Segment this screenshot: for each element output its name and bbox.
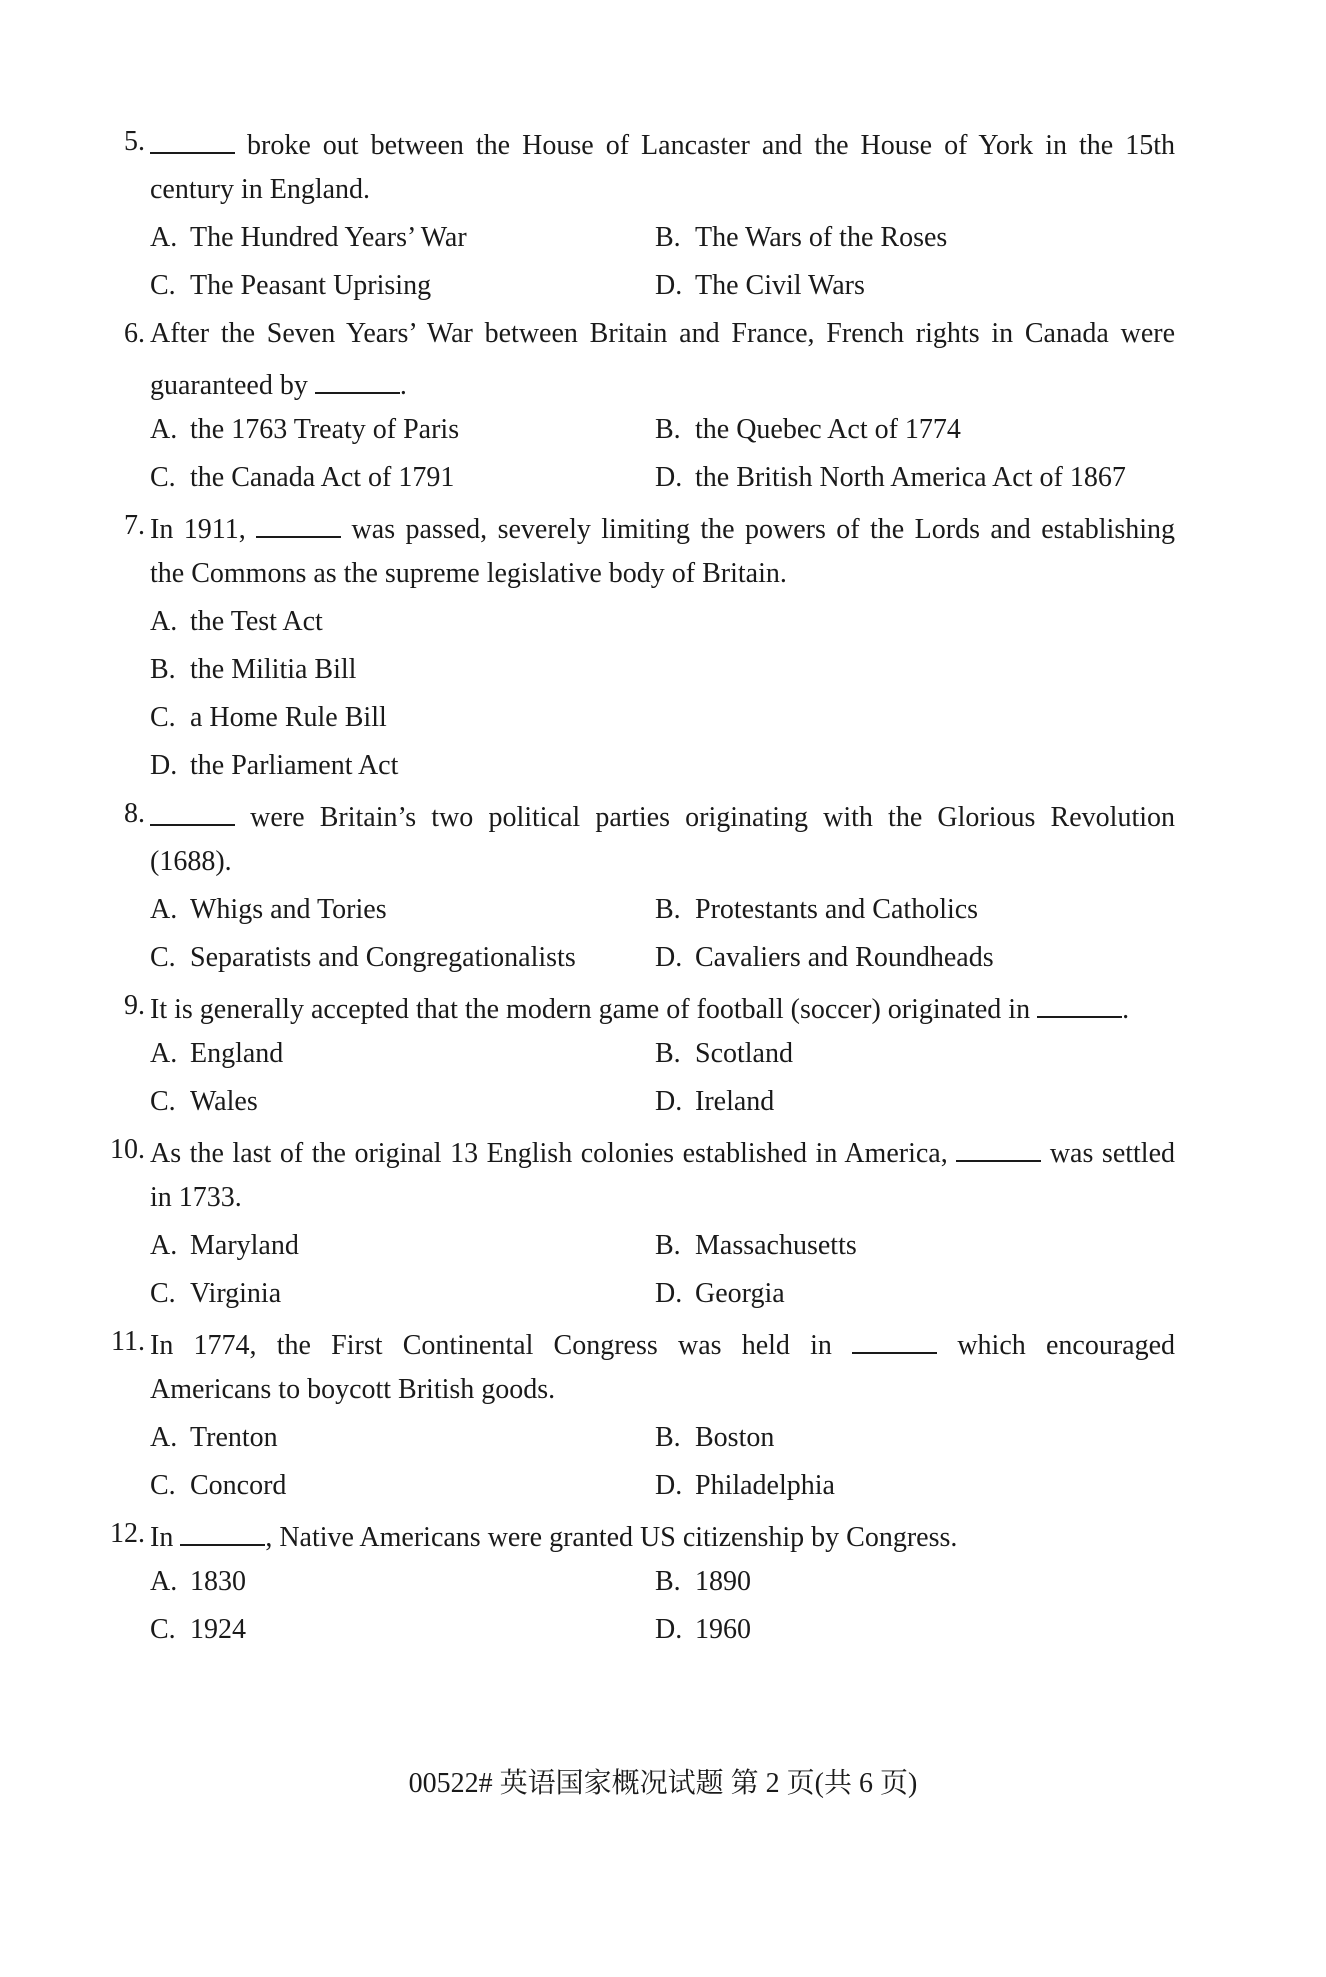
- option-a: A. Maryland: [150, 1230, 299, 1261]
- answer-blank: [852, 1328, 937, 1354]
- option-b: B. 1890: [655, 1566, 751, 1597]
- question-text-line: In 1774, the First Continental Congress was held in which encouraged: [150, 1330, 1175, 1361]
- option-d: D. 1960: [655, 1614, 751, 1645]
- option-c: C. 1924: [150, 1614, 246, 1645]
- question-text-line: Americans to boycott British goods.: [150, 1374, 556, 1405]
- answer-blank: [956, 1136, 1041, 1162]
- question-text-line: broke out between the House of Lancaster and the House of York in the 15th: [150, 128, 1175, 162]
- question-number: 10.: [110, 1134, 145, 1165]
- answer-blank: [180, 1520, 265, 1546]
- option-d: D. the British North America Act of 1867: [655, 462, 1126, 493]
- question-text-line: In 1911, was passed, severely limiting the powers of the Lords and establishing: [150, 514, 1175, 545]
- option-b: B. Protestants and Catholics: [655, 894, 979, 925]
- question-text-line: century in England.: [150, 174, 371, 205]
- answer-blank: [315, 368, 400, 394]
- option-b: B. Massachusetts: [655, 1230, 857, 1261]
- option-b: B. Scotland: [655, 1038, 793, 1069]
- option-c: C. The Peasant Uprising: [150, 270, 432, 301]
- question-text-line: were Britain’s two political parties originating with the Glorious Revolution: [150, 800, 1175, 834]
- option-d: D. Georgia: [655, 1278, 785, 1309]
- option-d: D. Cavaliers and Roundheads: [655, 942, 994, 973]
- question-number: 12.: [110, 1518, 145, 1549]
- answer-blank: [256, 512, 341, 538]
- question-number: 6.: [124, 318, 145, 349]
- question-text-line: (1688).: [150, 846, 232, 877]
- question-number: 9.: [124, 990, 145, 1021]
- question-text-line: the Commons as the supreme legislative body of Britain.: [150, 558, 787, 589]
- answer-blank: [150, 128, 235, 154]
- option-d: D. the Parliament Act: [150, 750, 399, 781]
- question-text-line: guaranteed by .: [150, 370, 407, 401]
- question-text-line: It is generally accepted that the modern game of football (soccer) originated in .: [150, 994, 1130, 1025]
- option-b: B. The Wars of the Roses: [655, 222, 948, 253]
- question-number: 5.: [124, 126, 145, 157]
- option-d: D. The Civil Wars: [655, 270, 865, 301]
- page-footer: 00522# 英语国家概况试题 第 2 页(共 6 页): [408, 1768, 918, 1799]
- question-number: 8.: [124, 798, 145, 829]
- option-b: B. the Militia Bill: [150, 654, 357, 685]
- option-a: A. the 1763 Treaty of Paris: [150, 414, 460, 445]
- option-b: B. Boston: [655, 1422, 775, 1453]
- question-text-line: In , Native Americans were granted US citizenship by Congress.: [150, 1522, 958, 1553]
- option-d: D. Philadelphia: [655, 1470, 835, 1501]
- option-c: C. Concord: [150, 1470, 287, 1501]
- option-a: A. Whigs and Tories: [150, 894, 387, 925]
- option-c: C. Virginia: [150, 1278, 282, 1309]
- option-b: B. the Quebec Act of 1774: [655, 414, 961, 445]
- option-a: A. the Test Act: [150, 606, 323, 637]
- question-number: 7.: [124, 510, 145, 541]
- question-number: 11.: [111, 1326, 145, 1357]
- option-c: C. the Canada Act of 1791: [150, 462, 455, 493]
- option-a: A. Trenton: [150, 1422, 278, 1453]
- answer-blank: [150, 800, 235, 826]
- option-d: D. Ireland: [655, 1086, 775, 1117]
- option-a: A. 1830: [150, 1566, 246, 1597]
- option-a: A. England: [150, 1038, 284, 1069]
- question-text-line: in 1733.: [150, 1182, 242, 1213]
- option-c: C. Wales: [150, 1086, 258, 1117]
- question-text-line: As the last of the original 13 English colonies established in America, was settled: [150, 1138, 1175, 1169]
- option-a: A. The Hundred Years’ War: [150, 222, 467, 253]
- question-text-line: After the Seven Years’ War between Britain and France, French rights in Canada were: [150, 320, 1175, 349]
- option-c: C. a Home Rule Bill: [150, 702, 387, 733]
- answer-blank: [1037, 992, 1122, 1018]
- option-c: C. Separatists and Congregationalists: [150, 942, 576, 973]
